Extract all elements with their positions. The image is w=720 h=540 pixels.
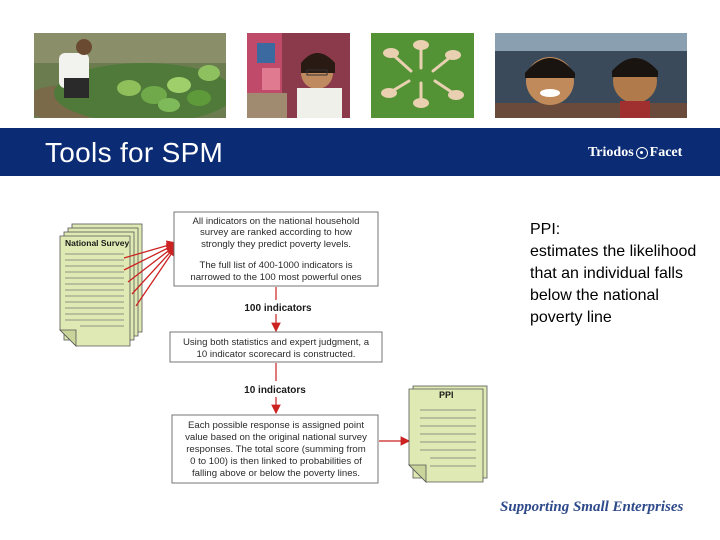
scoring-step-line-1: Each possible response is assigned point	[188, 420, 364, 431]
ppi-document-label: PPI	[439, 390, 454, 400]
scoring-step-line-3: responses. The total score (summing from	[186, 444, 366, 455]
ppi-description: PPI: estimates the likelihood that an individual falls below the national poverty line	[530, 221, 697, 326]
logo-text-facet: Facet	[649, 145, 683, 160]
scoring-step-box	[172, 415, 378, 483]
scoring-step-line-5: falling above or below the poverty lines.	[192, 468, 360, 479]
scoring-step-line-2: value based on the original national survey	[185, 432, 367, 443]
national-survey-document-stack	[60, 224, 142, 346]
ppi-document	[409, 386, 487, 482]
ranking-step-line-4: The full list of 400-1000 indicators is	[199, 260, 353, 271]
ranking-step-line-2: survey are ranked according to how	[200, 227, 352, 238]
national-survey-label: National Survey	[65, 238, 130, 248]
label-100-indicators: 100 indicators	[244, 303, 312, 314]
slide-title: Tools for SPM	[45, 137, 224, 168]
logo-text-triodos: Triodos	[588, 145, 634, 160]
ppi-abbreviation: PPI	[530, 221, 556, 238]
footer-tagline: Supporting Small Enterprises	[500, 499, 684, 515]
label-10-indicators: 10 indicators	[244, 385, 306, 396]
ppi-description-text: estimates the likelihood that an individual falls below the national poverty line	[530, 243, 697, 326]
ranking-step-line-5: narrowed to the 100 most powerful ones	[190, 272, 362, 283]
ranking-step-line-3: strongly they predict poverty levels.	[201, 239, 351, 250]
ranking-step-line-1: All indicators on the national household	[192, 216, 360, 227]
scorecard-step-line-1: Using both statistics and expert judgment, a	[182, 337, 370, 348]
ranking-step-box	[174, 212, 378, 286]
scoring-step-line-4: 0 to 100) is then linked to probabilities of	[190, 456, 362, 467]
scorecard-step-line-2: 10 indicator scorecard is constructed.	[196, 349, 356, 360]
scorecard-step-box	[170, 332, 382, 362]
